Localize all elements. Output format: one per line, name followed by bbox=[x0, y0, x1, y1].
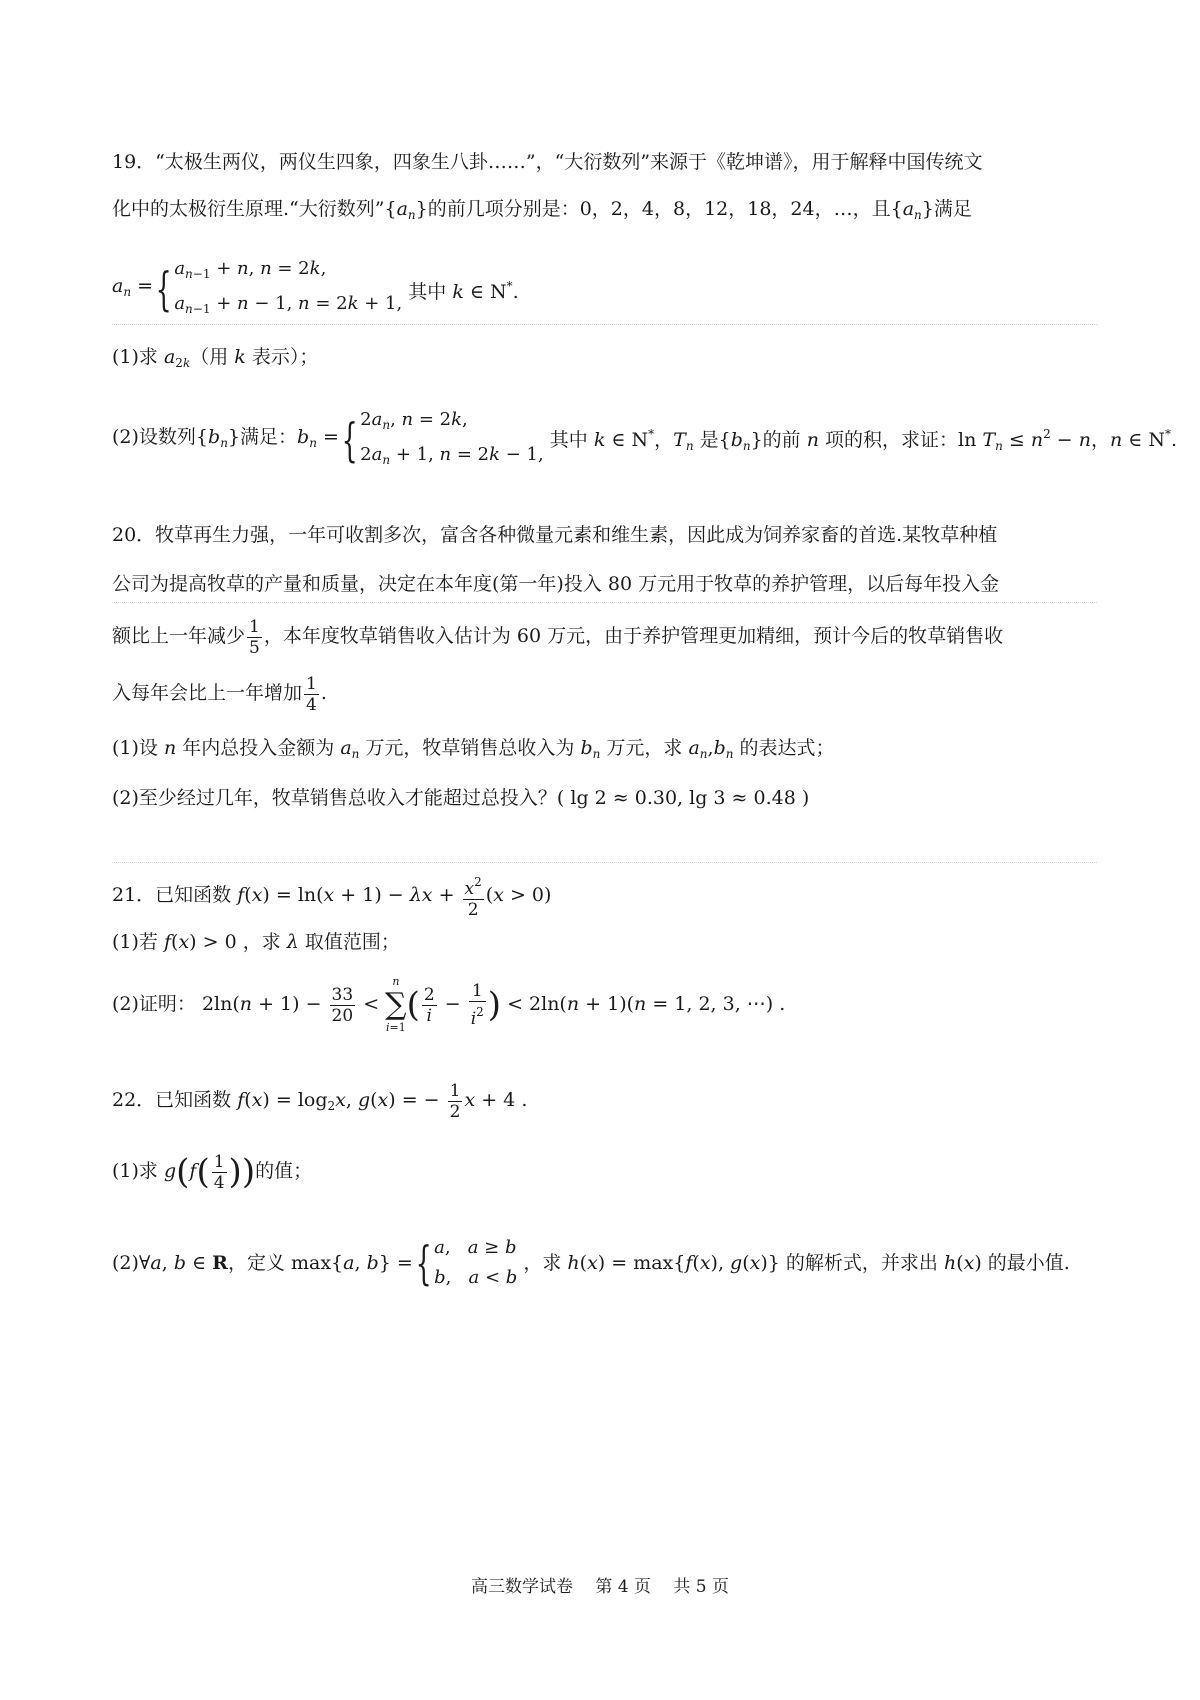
seq-a-symbol: $\{a_n\}$ bbox=[384, 198, 428, 222]
fraction-one-half: $\frac{1}{2}$ bbox=[449, 1080, 461, 1122]
fraction-1-over-i-squared: $\frac{1}{i^2}$ bbox=[470, 981, 484, 1029]
q21-part2: (2)证明： 2ln(n + 1) − $\frac{33}{20}$ < n ∑ i=1 ( $\frac{2}{i}$ − $\frac{1}{i^2}$ ) < 2ln(n + 1)(n = 1, 2, 3, ⋯) . bbox=[112, 975, 786, 1034]
page-footer: 高三数学试卷 第 4 页 共 5 页 bbox=[470, 1577, 730, 1597]
fraction-one-quarter: $\frac{1}{4}$ bbox=[213, 1151, 225, 1193]
q19-line2-text-c: 满足 bbox=[933, 198, 972, 220]
separator bbox=[112, 324, 1097, 325]
q20-line3-text-b: ，本年度牧草销售收入估计为 60 万元，由于养护管理更加精细，预计今后的牧草销售收 bbox=[263, 625, 1004, 647]
q19-part1: (1)求 $a_{2k}$（用 k 表示）； bbox=[112, 346, 319, 370]
q20-line3-text-a: 额比上一年减少 bbox=[112, 625, 246, 647]
q19-recurrence: $a_n$ ={ $a_{n-1} + n$, n = 2k, $a_{n-1} + n - 1$, n = 2k + 1, 其中 k ∈ N*. bbox=[112, 254, 519, 324]
recurrence-tail: 其中 k ∈ N*. bbox=[408, 279, 519, 303]
q20-part2: (2)至少经过几年，牧草销售总收入才能超过总投入？( lg 2 ≈ 0.30, lg 3 ≈ 0.48 ) bbox=[112, 787, 810, 809]
fraction-33-20: $\frac{33}{20}$ bbox=[331, 984, 354, 1026]
q19-part2: (2)设数列$\{b_n\}$满足：$b_n$ ={ $2a_n$, n = 2k, $2a_n + 1$, n = 2k − 1, 其中 k ∈ N*，$T_n$ 是$\{b_n\}$的前 n 项的积，求证：$\ln T_n \le n^2 - n$，n ∈ N*. bbox=[112, 405, 1177, 475]
q20-line3 bbox=[112, 615, 1003, 658]
q20-line4-text: 入每年会比上一年增加 bbox=[112, 682, 303, 704]
max-cases: a, a ≥ b b, a < b bbox=[434, 1237, 518, 1288]
q21-part1: (1)若 f(x) > 0 ，求 λ 取值范围； bbox=[112, 931, 400, 953]
left-brace: { bbox=[415, 1236, 432, 1290]
q20-line1: 20．牧草再生力强，一年可收割多次，富含各种微量元素和维生素，因此成为饲养家畜的首选.某牧草种植 bbox=[112, 524, 998, 546]
left-brace: { bbox=[341, 413, 358, 467]
sigma-sum: n ∑ i=1 bbox=[385, 975, 407, 1034]
left-brace: { bbox=[155, 262, 172, 316]
q20-line4: 入每年会比上一年增加 $\frac{1}{4}$ . bbox=[112, 673, 327, 715]
fraction-x-squared-over-2: $\frac{x^2}{2}$ bbox=[463, 872, 484, 920]
q22-line1: 22．已知函数 $f(x) = \log_2x$, g(x) = − $\frac{1}{2}$ x + 4 . bbox=[112, 1080, 528, 1122]
q22-part1: (1)求 g(f( $\frac{1}{4}$ ))的值； bbox=[112, 1151, 313, 1193]
fraction-2-over-i: $\frac{2}{i}$ bbox=[423, 984, 435, 1026]
q19-line2-text-b: 的前几项分别是：0，2，4，8，12，18，24，…，且 bbox=[427, 198, 891, 220]
q20-line2: 公司为提高牧草的产量和质量，决定在本年度(第一年)投入 80 万元用于牧草的养护管理，以后每年投入金 bbox=[112, 573, 1000, 595]
q21-line1: 21．已知函数 f(x) = ln(x + 1) − λx + $\frac{x^2}{2}$ (x > 0) bbox=[112, 872, 551, 920]
separator bbox=[112, 602, 1097, 603]
q19-line1: 19．“太极生两仪，两仪生四象，四象生八卦……”，“大衍数列”来源于《乾坤谱》，用于解释中国传统文 bbox=[112, 151, 983, 173]
b-cases: $2a_n$, n = 2k, $2a_n + 1$, n = 2k − 1, bbox=[360, 409, 544, 467]
recurrence-cases: $a_{n-1} + n$, n = 2k, $a_{n-1} + n - 1$, n = 2k + 1, bbox=[174, 258, 403, 316]
separator bbox=[112, 862, 1097, 863]
fraction-one-fourth: $\frac{1}{4}$ bbox=[306, 673, 317, 715]
q20-part1: (1)设 n 年内总投入金额为 $a_n$ 万元，牧草销售总收入为 $b_n$ 万元，求 $a_n,b_n$ 的表达式； bbox=[112, 737, 835, 761]
fraction-one-fifth: $\frac{1}{5}$ bbox=[249, 616, 260, 658]
q19-line2 bbox=[112, 197, 972, 227]
seq-a-symbol-2: $\{a_n\}$ bbox=[890, 198, 934, 222]
q22-part2: (2)∀a, b ∈ R，定义 max{a, b} ={ a, a ≥ b b, a < b ，求 h(x) = max{f(x), g(x)} 的解析式，并求出 h(x) 的最小值. bbox=[112, 1232, 1070, 1293]
q19-line2-text-a: 化中的太极衍生原理.“大衍数列” bbox=[112, 198, 385, 220]
